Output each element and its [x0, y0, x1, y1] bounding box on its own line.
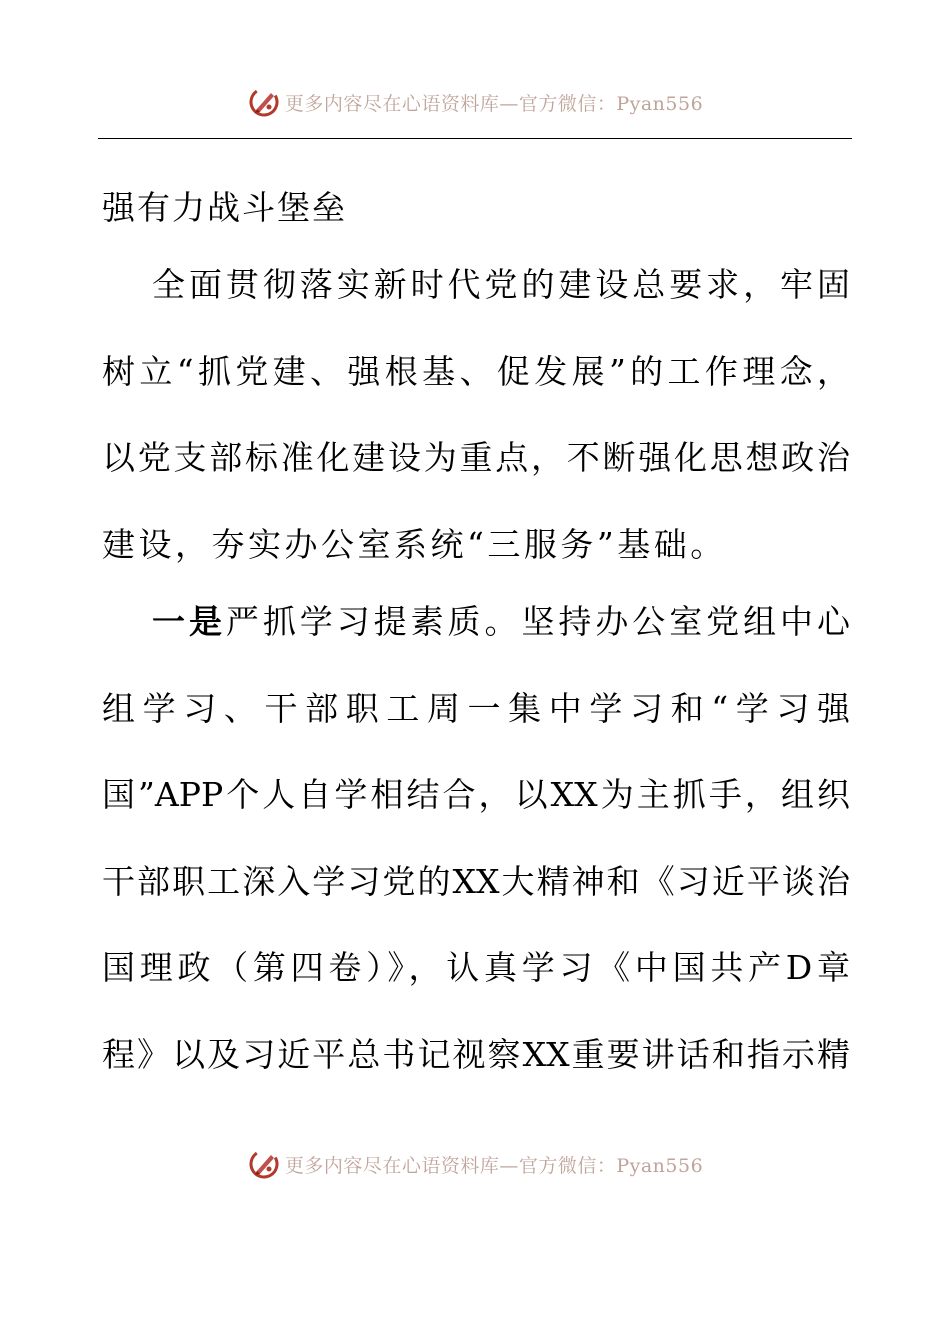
paragraph-lead: 一是	[152, 602, 226, 641]
paragraph-line	[102, 594, 850, 681]
paragraph-line: 全面贯彻落实新时代党的建设总要求，牢固	[152, 265, 850, 304]
header-banner-text: 更多内容尽在心语资料库—官方微信：Pyan556	[284, 92, 704, 115]
header-divider	[98, 138, 852, 139]
footer-banner-text: 更多内容尽在心语资料库—官方微信：Pyan556	[284, 1154, 704, 1177]
paragraph-1	[102, 257, 850, 603]
paragraph-line-rest: 严抓学习提素质。坚持办公室党组中心	[225, 602, 851, 641]
paragraph-line: 树立“抓党建、强根基、促发展”的工作理念，	[102, 351, 850, 391]
header-banner	[0, 82, 950, 122]
paragraph-line: 组学习、干部职工周一集中学习和“学习强	[102, 688, 850, 728]
pen-logo-icon	[247, 85, 281, 119]
paragraph-line: 程》以及习近平总书记视察XX重要讲话和指示精	[102, 1034, 850, 1074]
paragraph-line: 建设，夯实办公室系统“三服务”基础。	[102, 524, 727, 564]
heading-fragment: 强有力战斗堡垒	[102, 188, 347, 227]
paragraph-line: 国理政（第四卷）》，认真学习《中国共产D章	[102, 948, 850, 987]
footer-banner	[0, 1144, 950, 1184]
paragraph-2	[102, 594, 850, 1113]
paragraph-line: 以党支部标准化建设为重点，不断强化思想政治	[102, 438, 850, 477]
pen-logo-icon	[247, 1147, 281, 1181]
paragraph-line: 干部职工深入学习党的XX大精神和《习近平谈治	[102, 861, 850, 901]
paragraph-line: 国”APP个人自学相结合，以XX为主抓手，组织	[102, 775, 850, 814]
document-body	[102, 180, 850, 1113]
